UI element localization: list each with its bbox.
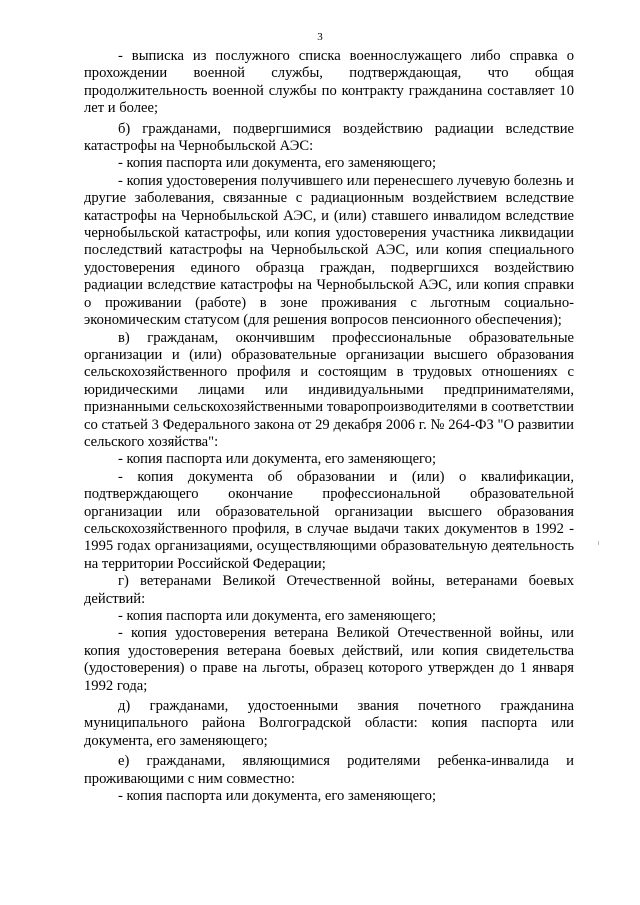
scan-speck [598, 541, 599, 545]
paragraph-chernobyl-certificate: - копия удостоверения получившего или перенесшего лучевую болезнь и другие заболевания, связанные с радиационным воздействием вследствие катастрофы на Чернобыльской АЭС, и (или) ставшего инвалидом вследствие чернобыльской катастрофы, или копия удостоверения участника ликвидации последствий катастрофы на Чернобыльской АЭС, или копия специального удостоверения единого образца граждан, подвергшихся воздействию радиации вследствие катастрофы на Чернобыльской АЭС, или копия справки о проживании (работе) в зоне проживания с льготным социально-экономическим статусом (для решения вопросов пенсионного обеспечения); [84, 172, 574, 329]
paragraph-item-e: е) гражданами, являющимися родителями ребенка-инвалида и проживающими с ним совместно: [84, 753, 574, 787]
paragraph-item-v: в) гражданам, окончившим профессиональные образовательные организации и (или) образовательные организации высшего образования сельскохозяйственного профиля и состоящим в трудовых отношениях с юридическими лицами или индивидуальными предпринимателями, признанными сельскохозяйственными товаропроизводителями в соответствии со статьей 3 Федерального закона от 29 декабря 2006 г. № 264-ФЗ "О развитии сельского хозяйства": [84, 329, 574, 450]
paragraph-service-record: - выписка из послужного списка военнослужащего либо справка о прохождении военной службы, подтверждающая, что общая продолжительность военной службы по контракту гражданина составляет 10 лет и более; [84, 48, 574, 117]
paragraph-item-g: г) ветеранами Великой Отечественной войны, ветеранами боевых действий: [84, 573, 574, 607]
paragraph-item-b: б) гражданами, подвергшимися воздействию радиации вследствие катастрофы на Чернобыльской АЭС: [84, 120, 574, 155]
paragraph-passport-copy: - копия паспорта или документа, его заменяющего; [118, 451, 437, 468]
page-number: 3 [317, 31, 323, 43]
document-body [84, 48, 574, 805]
paragraph-passport-copy: - копия паспорта или документа, его заменяющего; [118, 788, 437, 805]
paragraph-passport-copy: - копия паспорта или документа, его заменяющего; [118, 155, 437, 172]
paragraph-passport-copy: - копия паспорта или документа, его заменяющего; [118, 608, 437, 624]
paragraph-veteran-certificate: - копия удостоверения ветерана Великой Отечественной войны, или копия удостоверения ветерана боевых действий, или копия свидетельства (удостоверения) о праве на льготы, образец которого утвержден до 1 января 1992 года; [84, 625, 574, 694]
paragraph-item-d: д) гражданами, удостоенными звания почетного гражданина муниципального района Волгоградской области: копия паспорта или документа, его заменяющего; [84, 698, 574, 749]
paragraph-education-document: - копия документа об образовании и (или) о квалификации, подтверждающего окончание профессиональной образовательной организации или образовательной организации высшего образования сельскохозяйственного профиля, в случае выдачи таких документов в 1992 - 1995 годах организациями, осуществляющими образовательную деятельность на территории Российской Федерации; [84, 468, 574, 572]
